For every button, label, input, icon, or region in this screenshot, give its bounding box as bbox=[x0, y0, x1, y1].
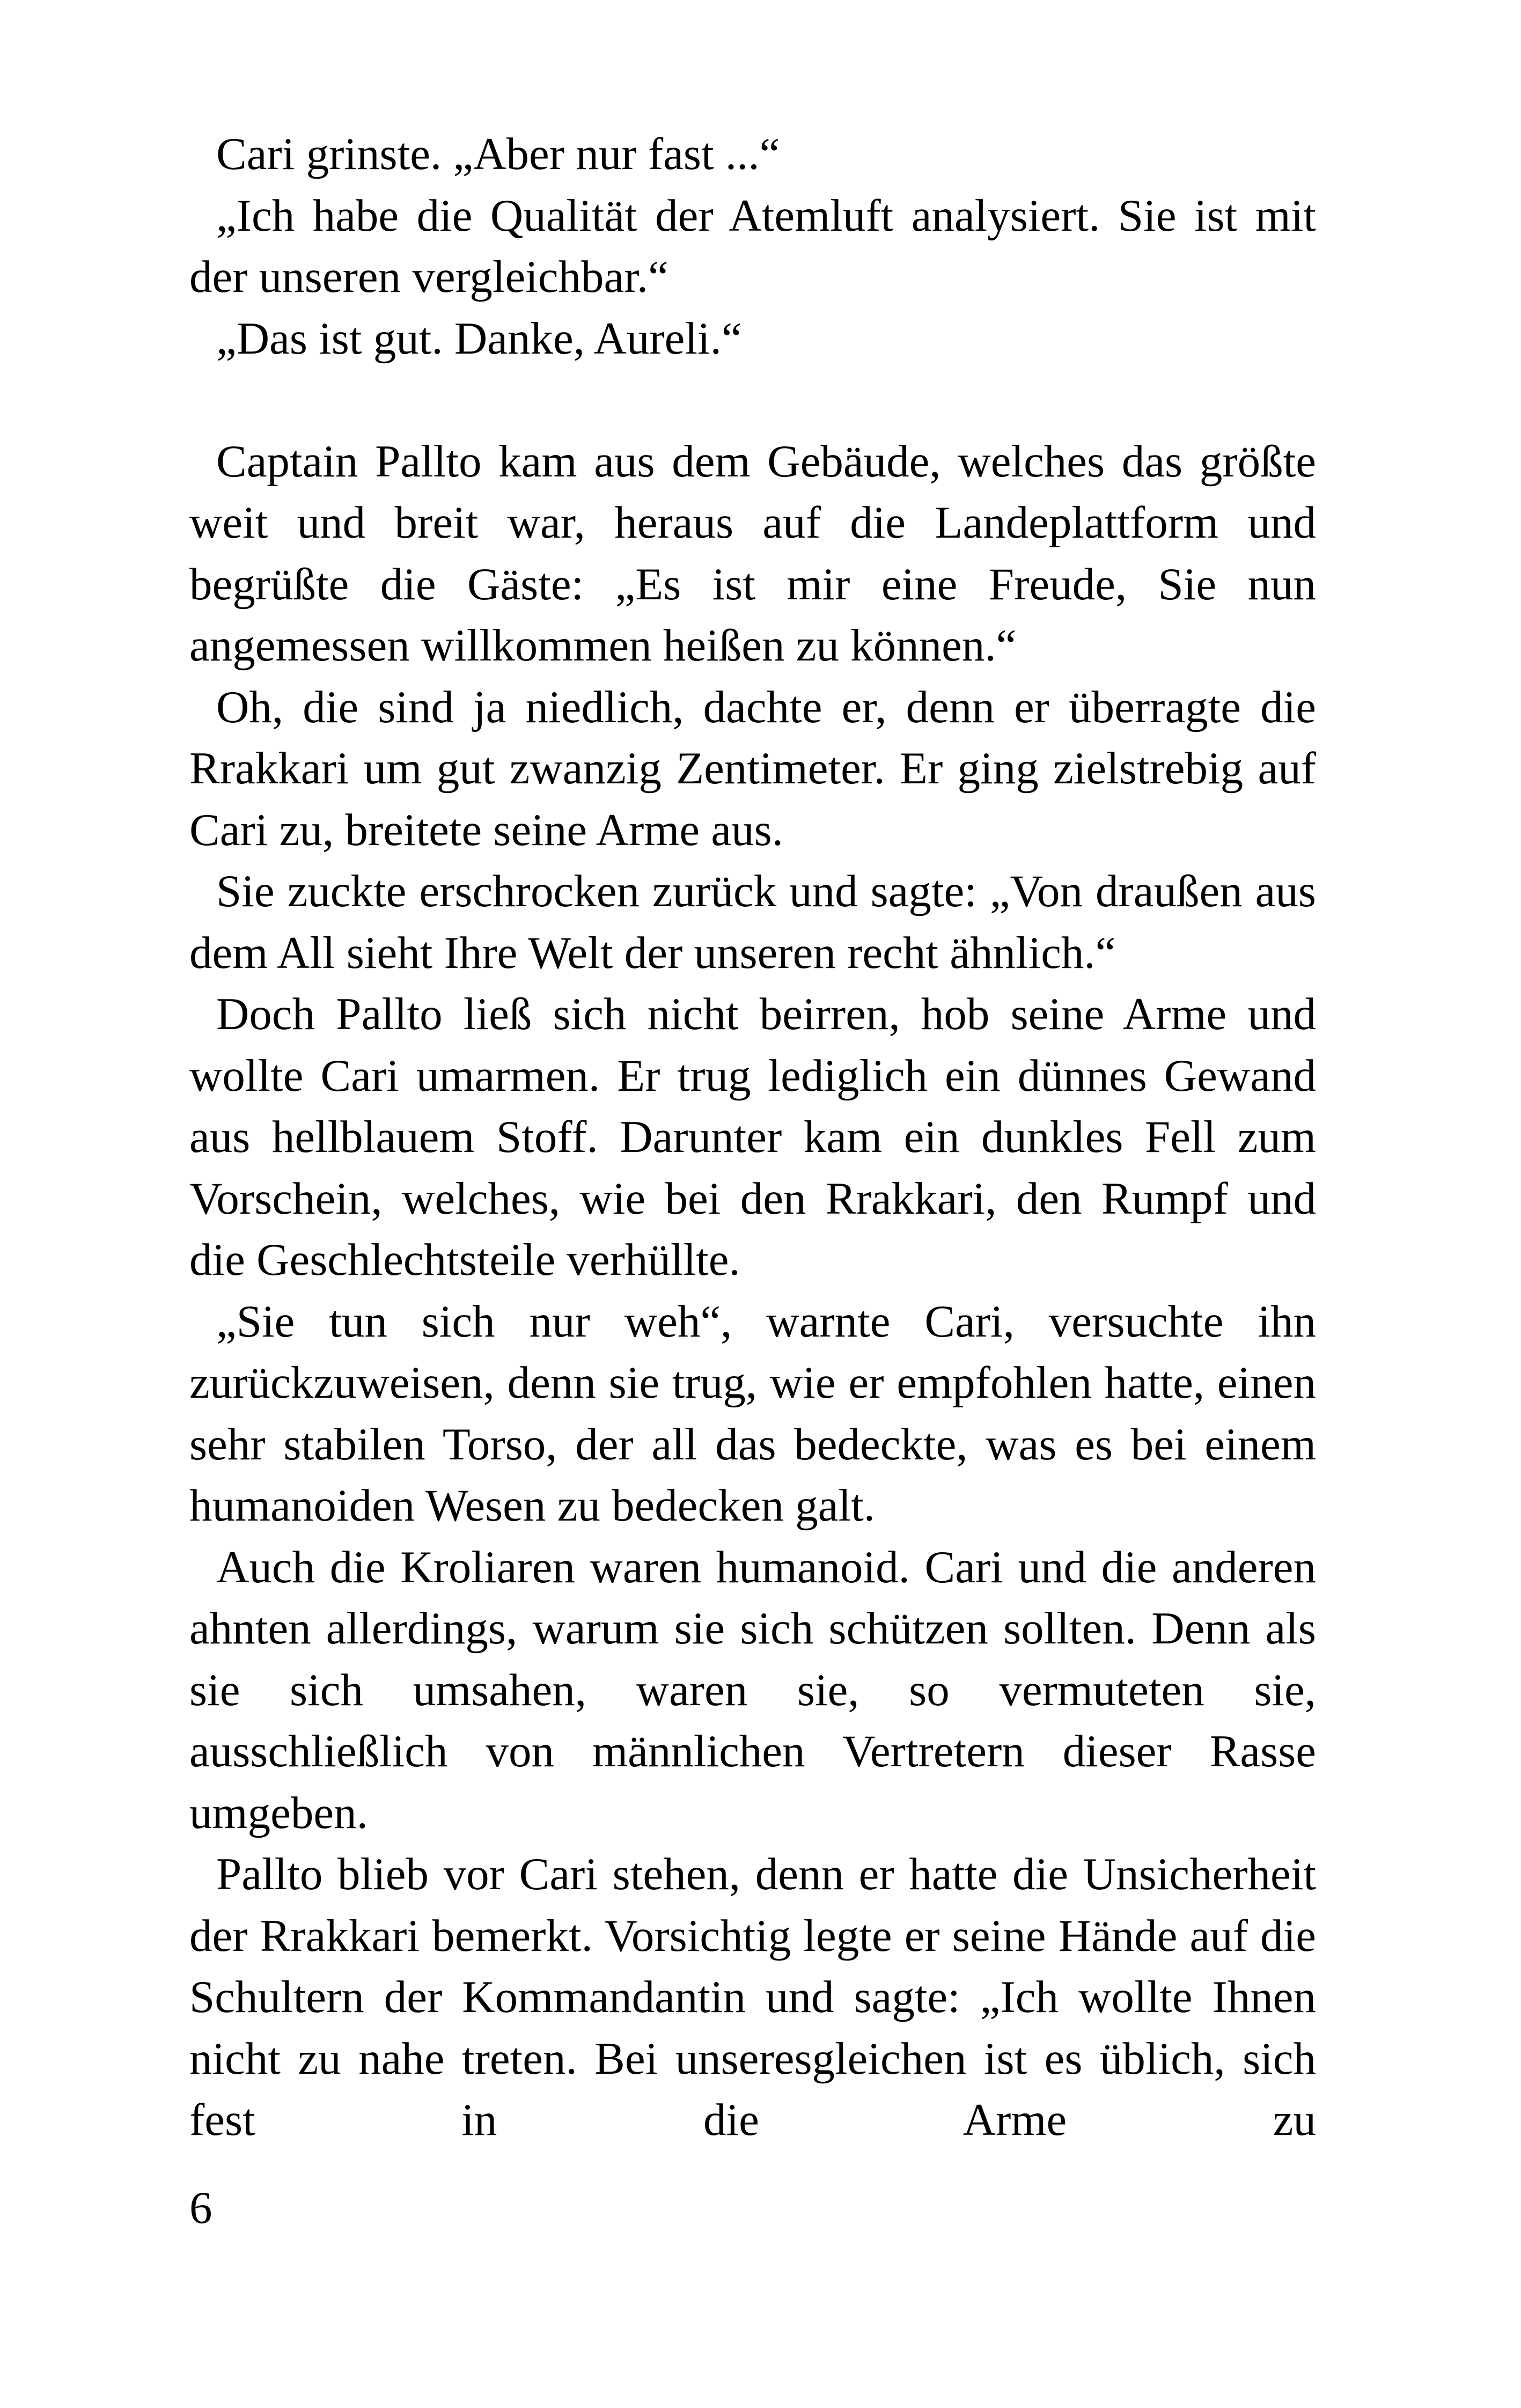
body-text bbox=[189, 123, 1316, 2151]
paragraph: „Ich habe die Qualität der Atemluft analysiert. Sie ist mit der unseren vergleichbar.“ bbox=[189, 190, 1316, 302]
paragraph: Oh, die sind ja niedlich, dachte er, denn er überragte die Rrakkari um gut zwanzig Zentimeter. Er ging zielstrebig auf Cari zu, breitete seine Arme aus. bbox=[189, 681, 1316, 855]
paragraph: „Sie tun sich nur weh“, warnte Cari, versuchte ihn zurückzuweisen, denn sie trug, wie er empfohlen hatte, einen sehr stabilen Torso, der all das bedeckte, was es bei einem humanoiden Wesen zu bedecken galt. bbox=[189, 1296, 1316, 1531]
section-break bbox=[189, 369, 1316, 431]
paragraph: Pallto blieb vor Cari stehen, denn er hatte die Unsicherheit der Rrakkari bemerkt. Vorsichtig legte er seine Hände auf die Schultern der Kommandantin und sagte: „Ich wollte Ihnen nicht zu nahe treten. Bei unseresgleichen ist es üblich, sich fest in die Arme zu bbox=[189, 1849, 1316, 2145]
page-number: 6 bbox=[189, 2183, 212, 2233]
paragraph: Sie zuckte erschrocken zurück und sagte: „Von draußen aus dem All sieht Ihre Welt der unseren recht ähnlich.“ bbox=[189, 866, 1316, 978]
paragraph: „Das ist gut. Danke, Aureli.“ bbox=[216, 313, 742, 364]
paragraph: Cari grinste. „Aber nur fast ...“ bbox=[216, 129, 780, 179]
paragraph: Doch Pallto ließ sich nicht beirren, hob seine Arme und wollte Cari umarmen. Er trug lediglich ein dünnes Gewand aus hellblauem Stoff. Darunter kam ein dunkles Fell zum Vorschein, welches, wie bei den Rrakkari, den Rumpf und die Geschlechtsteile verhüllte. bbox=[189, 989, 1316, 1285]
paragraph: Captain Pallto kam aus dem Gebäude, welches das größte weit und breit war, heraus auf die Landeplattform und begrüßte die Gäste: „Es ist mir eine Freude, Sie nun angemessen willkommen heißen zu können.“ bbox=[189, 436, 1316, 671]
paragraph: Auch die Kroliaren waren humanoid. Cari und die anderen ahnten allerdings, warum sie sich schützen sollten. Denn als sie sich umsahen, waren sie, so vermuteten sie, ausschließlich von männlichen Vertretern dieser Rasse umgeben. bbox=[189, 1541, 1316, 1838]
